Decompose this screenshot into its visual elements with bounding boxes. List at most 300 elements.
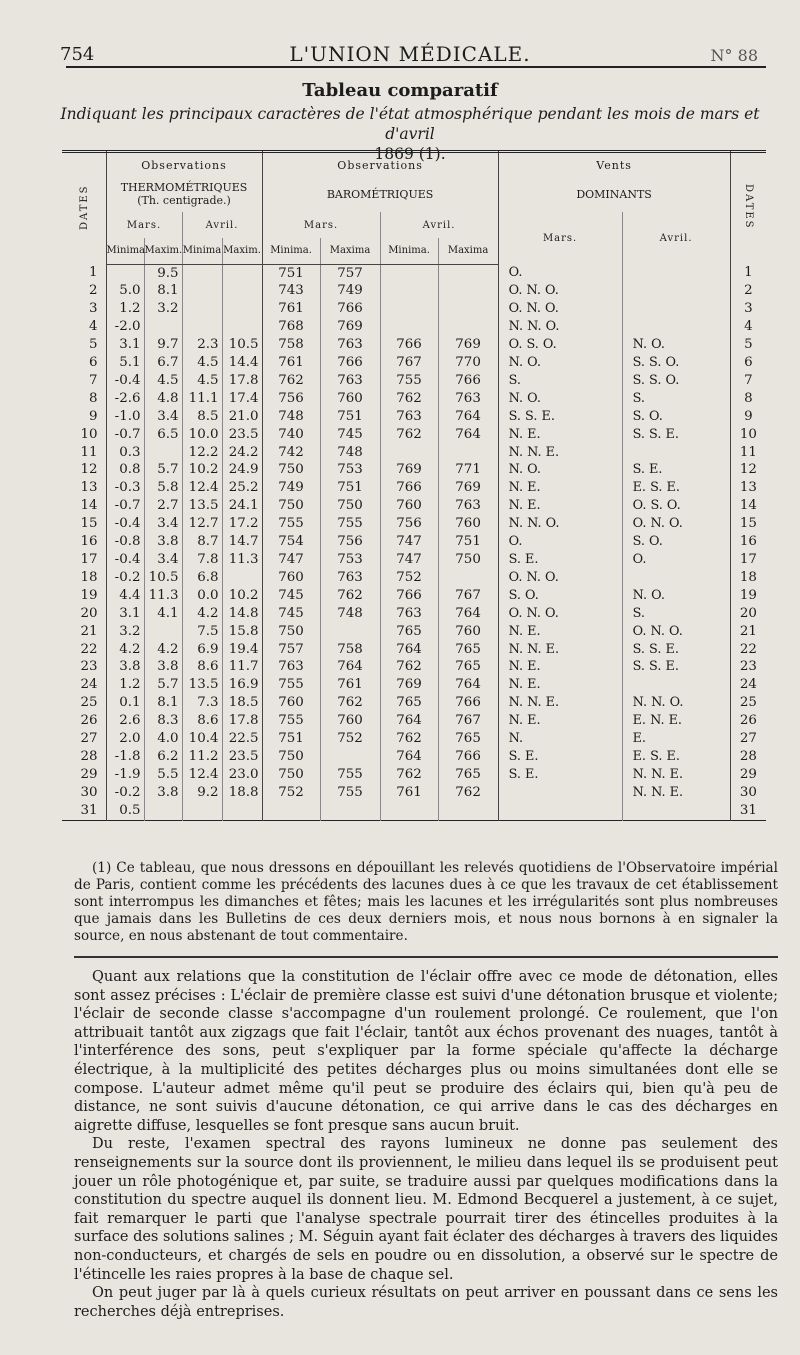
baro-avril-min: 762: [380, 766, 438, 784]
row-date-right: 12: [730, 461, 766, 479]
baro-mars-min: 755: [262, 515, 320, 533]
thermo-mars-max: 6.2: [144, 748, 182, 766]
row-date: 21: [80, 623, 98, 639]
baro-avril-max: 766: [438, 372, 498, 390]
thermo-mars-min: 5.1: [106, 354, 144, 372]
baro-mars-max: 762: [320, 694, 380, 712]
wind-avril: E. S. E.: [622, 479, 730, 497]
wind-avril: S. E.: [622, 461, 730, 479]
row-date: 26: [80, 713, 98, 729]
row-date-right: 13: [730, 479, 766, 497]
row-date-right: 20: [730, 605, 766, 623]
wind-mars: O.: [498, 533, 622, 551]
thermo-mars-min: -0.2: [106, 569, 144, 587]
baro-avril-max: [438, 264, 498, 282]
table-row: [62, 444, 766, 462]
baro-mars-max: 748: [320, 444, 380, 462]
thermo-mars-max: 3.8: [144, 533, 182, 551]
baro-mars-max: 756: [320, 533, 380, 551]
baro-avril-max: 765: [438, 730, 498, 748]
page-header: [56, 38, 764, 68]
winds-group-header: Vents: [498, 150, 730, 176]
baro-mars-min: 761: [262, 354, 320, 372]
section-separator: [74, 956, 778, 958]
thermo-avril-min: 2.3: [182, 336, 222, 354]
thermo-avril-min: 7.5: [182, 623, 222, 641]
baro-mars-min: 762: [262, 372, 320, 390]
baro-avril-max: [438, 444, 498, 462]
wind-mars: [498, 802, 622, 820]
thermo-mars-max: 3.4: [144, 515, 182, 533]
row-date: 5: [88, 337, 98, 353]
thermo-avril-min: 8.6: [182, 658, 222, 676]
row-date-right: 19: [730, 587, 766, 605]
wind-mars: N. E.: [498, 426, 622, 444]
baro-avril-max: 767: [438, 587, 498, 605]
row-date-right: 11: [730, 444, 766, 462]
wind-mars: S. E.: [498, 748, 622, 766]
thermo-mars-min: -0.7: [106, 426, 144, 444]
baro-avril-max: [438, 318, 498, 336]
table-row: [62, 766, 766, 784]
baro-label: BAROMÉTRIQUES: [262, 176, 498, 212]
baro-avril-min: 761: [380, 784, 438, 802]
dates-header-left: DATES: [78, 184, 90, 230]
baro-month-mars: Mars.: [262, 212, 380, 238]
thermo-avril-max: 24.9: [222, 461, 262, 479]
baro-avril-max: [438, 300, 498, 318]
baro-avril-max: 765: [438, 658, 498, 676]
thermo-unit: (Th. centigrade.): [137, 194, 231, 207]
baro-mars-max: 751: [320, 408, 380, 426]
row-date: 16: [80, 534, 98, 550]
table-row: [62, 461, 766, 479]
row-date-right: 23: [730, 658, 766, 676]
baro-month-avril: Avril.: [380, 212, 498, 238]
baro-avril-max: 766: [438, 748, 498, 766]
thermo-avril-min: 11.1: [182, 390, 222, 408]
baro-mars-minima: Minima.: [262, 238, 320, 264]
thermo-avril-max: 14.7: [222, 533, 262, 551]
table-row: [62, 264, 766, 282]
wind-mars: N. N. O.: [498, 318, 622, 336]
row-date: 6: [88, 355, 98, 371]
baro-mars-max: 755: [320, 766, 380, 784]
table-row: [62, 479, 766, 497]
thermo-mars-max: 4.2: [144, 641, 182, 659]
wind-avril: S. S. E.: [622, 641, 730, 659]
thermo-avril-min: 7.3: [182, 694, 222, 712]
thermo-avril-max: 24.1: [222, 497, 262, 515]
journal-title: L'UNION MÉDICALE.: [289, 42, 531, 66]
baro-mars-max: 760: [320, 390, 380, 408]
thermo-mars-min: 0.3: [106, 444, 144, 462]
thermo-mars-min: -2.0: [106, 318, 144, 336]
table-body: [62, 264, 766, 820]
wind-mars: N. E.: [498, 658, 622, 676]
thermo-avril-min: 12.4: [182, 479, 222, 497]
table-row: [62, 300, 766, 318]
baro-mars-min: 750: [262, 748, 320, 766]
thermo-avril-min: 12.4: [182, 766, 222, 784]
baro-mars-max: 749: [320, 282, 380, 300]
thermo-mars-min: 1.2: [106, 300, 144, 318]
row-date: 17: [80, 552, 98, 567]
thermo-mars-min: -2.6: [106, 390, 144, 408]
row-date-right: 26: [730, 712, 766, 730]
thermo-avril-min: 10.0: [182, 426, 222, 444]
baro-avril-minima: Minima.: [380, 238, 438, 264]
wind-avril: O. N. O.: [622, 623, 730, 641]
wind-avril: [622, 300, 730, 318]
row-date-right: 1: [730, 264, 766, 282]
baro-mars-max: [320, 802, 380, 820]
wind-avril: S.: [622, 605, 730, 623]
thermo-avril-max: 23.0: [222, 766, 262, 784]
article-paragraph: Du reste, l'examen spectral des rayons lumineux ne donne pas seulement des renseignements sur la source dont ils proviennent, le milieu dans lequel ils se produisent peut jouer un rôle photogénique et, par suite, se traduire aussi par quelques modifications dans la constitution du spectre auquel ils donnent lieu. M. Edmond Becquerel a justement, à ce sujet, fait remarquer le parti que l'analyse spectrale pourrait tirer des étincelles produites à la surface des solutions salines ; M. Séguin ayant fait éclater des décharges à travers des liquides non-conducteurs, et chargés de sels en poudre ou en dissolution, a observé sur le spectre de l'étincelle les raies propres à la base de chaque sel.: [74, 1136, 778, 1283]
weather-table: [62, 150, 766, 821]
wind-mars: S. E.: [498, 766, 622, 784]
baro-avril-maxima: Maxima: [438, 238, 498, 264]
baro-avril-max: 765: [438, 641, 498, 659]
thermo-avril-min: 4.5: [182, 372, 222, 390]
thermo-avril-max: 18.8: [222, 784, 262, 802]
baro-mars-max: 763: [320, 336, 380, 354]
baro-mars-min: 750: [262, 497, 320, 515]
baro-avril-min: [380, 318, 438, 336]
baro-avril-min: 763: [380, 408, 438, 426]
table-top-rule: [62, 150, 766, 153]
row-date-right: 7: [730, 372, 766, 390]
baro-avril-max: 764: [438, 408, 498, 426]
baro-mars-max: 751: [320, 479, 380, 497]
baro-avril-max: [438, 569, 498, 587]
table-row: [62, 533, 766, 551]
baro-avril-max: 766: [438, 694, 498, 712]
row-date-right: 2: [730, 282, 766, 300]
thermo-mars-min: 0.1: [106, 694, 144, 712]
thermo-mars-min: 5.0: [106, 282, 144, 300]
thermo-avril-max: 23.5: [222, 748, 262, 766]
row-date-right: 24: [730, 676, 766, 694]
article-paragraph: On peut juger par là à quels curieux résultats on peut arriver en poussant dans ce sens les recherches déjà entreprises.: [74, 1285, 778, 1320]
table-row: [62, 623, 766, 641]
thermo-avril-max: 17.8: [222, 372, 262, 390]
baro-avril-max: 764: [438, 426, 498, 444]
thermo-month-avril: Avril.: [182, 212, 262, 238]
wind-mars: O. N. O.: [498, 605, 622, 623]
thermo-mars-max: 6.7: [144, 354, 182, 372]
row-date: 8: [88, 390, 98, 406]
baro-avril-max: 767: [438, 712, 498, 730]
thermo-mars-max: 3.8: [144, 658, 182, 676]
thermo-mars-max: 5.7: [144, 461, 182, 479]
row-date-right: 8: [730, 390, 766, 408]
wind-mars: N. O.: [498, 390, 622, 408]
thermo-avril-min: [182, 282, 222, 300]
thermo-mars-min: 2.0: [106, 730, 144, 748]
baro-avril-min: [380, 444, 438, 462]
wind-avril: S. S. O.: [622, 372, 730, 390]
row-date: 2: [88, 283, 98, 299]
wind-mars: O. N. O.: [498, 569, 622, 587]
wind-avril: E. N. E.: [622, 712, 730, 730]
baro-avril-max: 770: [438, 354, 498, 372]
table-row: [62, 784, 766, 802]
table-row: [62, 748, 766, 766]
wind-avril: [622, 569, 730, 587]
wind-mars: [498, 784, 622, 802]
table-title: Tableau comparatif: [302, 80, 498, 101]
thermo-mars-min: -0.2: [106, 784, 144, 802]
wind-avril: [622, 264, 730, 282]
baro-avril-min: [380, 282, 438, 300]
baro-mars-max: 764: [320, 658, 380, 676]
baro-avril-max: [438, 282, 498, 300]
thermo-mars-max: 8.1: [144, 282, 182, 300]
baro-mars-min: 742: [262, 444, 320, 462]
row-date-right: 6: [730, 354, 766, 372]
thermo-subheader: [106, 176, 262, 212]
subtitle-year: 1869 (1).: [374, 145, 446, 163]
wind-mars: N. N. E.: [498, 444, 622, 462]
thermo-avril-max: 23.5: [222, 426, 262, 444]
row-date-right: 16: [730, 533, 766, 551]
thermo-mars-max: 3.8: [144, 784, 182, 802]
row-date-right: 30: [730, 784, 766, 802]
winds-month-avril: Avril.: [622, 212, 730, 264]
table-row: [62, 802, 766, 820]
baro-mars-min: 760: [262, 694, 320, 712]
wind-mars: S. E.: [498, 551, 622, 569]
thermo-mars-max: 2.7: [144, 497, 182, 515]
table-row: [62, 390, 766, 408]
wind-mars: N. E.: [498, 497, 622, 515]
baro-mars-min: 761: [262, 300, 320, 318]
thermo-avril-max: [222, 300, 262, 318]
thermo-avril-max: 17.8: [222, 712, 262, 730]
thermo-mars-min: -1.8: [106, 748, 144, 766]
row-date-right: 25: [730, 694, 766, 712]
row-date: 1: [88, 265, 98, 281]
thermo-avril-max: 25.2: [222, 479, 262, 497]
baro-mars-min: 756: [262, 390, 320, 408]
baro-avril-min: [380, 802, 438, 820]
wind-avril: [622, 676, 730, 694]
thermo-avril-min: 12.7: [182, 515, 222, 533]
thermo-mars-min: 3.8: [106, 658, 144, 676]
thermo-avril-min: [182, 264, 222, 282]
wind-avril: O. N. O.: [622, 515, 730, 533]
thermo-mars-max: 8.3: [144, 712, 182, 730]
baro-avril-min: 762: [380, 390, 438, 408]
baro-avril-max: 764: [438, 605, 498, 623]
row-date-right: 5: [730, 336, 766, 354]
baro-avril-min: [380, 300, 438, 318]
row-date-right: 10: [730, 426, 766, 444]
baro-avril-max: 769: [438, 479, 498, 497]
row-date: 11: [80, 444, 98, 460]
issue-number: N° 88: [710, 46, 758, 65]
row-date: 30: [80, 784, 98, 800]
table-row: [62, 515, 766, 533]
baro-mars-max: 758: [320, 641, 380, 659]
thermo-mars-max: 6.5: [144, 426, 182, 444]
thermo-mars-min: 4.4: [106, 587, 144, 605]
row-date: 24: [80, 677, 98, 693]
thermo-mars-max: 3.2: [144, 300, 182, 318]
row-date-right: 29: [730, 766, 766, 784]
table-row: [62, 694, 766, 712]
thermo-mars-min: [106, 264, 144, 282]
table-row: [62, 336, 766, 354]
baro-group-header: Observations: [262, 150, 498, 176]
wind-avril: S. S. E.: [622, 658, 730, 676]
row-date-right: 22: [730, 641, 766, 659]
table-row: [62, 605, 766, 623]
baro-mars-min: 748: [262, 408, 320, 426]
page-number: 754: [60, 44, 95, 65]
row-date: 12: [80, 462, 98, 478]
thermo-mars-min: 3.2: [106, 623, 144, 641]
subtitle-text: Indiquant les principaux caractères de l'état atmosphérique pendant les mois de mars et d'avril: [60, 105, 760, 143]
wind-mars: S.: [498, 372, 622, 390]
baro-avril-min: 764: [380, 641, 438, 659]
wind-avril: S.: [622, 390, 730, 408]
baro-avril-min: 762: [380, 658, 438, 676]
wind-mars: N. O.: [498, 461, 622, 479]
wind-avril: E. S. E.: [622, 748, 730, 766]
table-row: [62, 408, 766, 426]
thermo-avril-min: 4.2: [182, 605, 222, 623]
baro-mars-min: 740: [262, 426, 320, 444]
baro-avril-min: 764: [380, 748, 438, 766]
thermo-avril-min: 7.8: [182, 551, 222, 569]
thermo-avril-max: 18.5: [222, 694, 262, 712]
thermo-mars-max: 5.7: [144, 676, 182, 694]
row-date: 4: [88, 319, 98, 335]
baro-avril-min: 763: [380, 605, 438, 623]
winds-month-mars: Mars.: [498, 212, 622, 264]
wind-mars: N. N. E.: [498, 641, 622, 659]
thermo-avril-maxima: Maxim.: [222, 238, 262, 264]
thermo-avril-min: 10.2: [182, 461, 222, 479]
thermo-mars-max: 9.7: [144, 336, 182, 354]
baro-avril-min: 766: [380, 479, 438, 497]
table-row: [62, 676, 766, 694]
wind-mars: N.: [498, 730, 622, 748]
row-date-right: 9: [730, 408, 766, 426]
baro-mars-max: 757: [320, 264, 380, 282]
row-date: 9: [88, 408, 98, 424]
baro-mars-min: 750: [262, 623, 320, 641]
thermo-avril-max: 22.5: [222, 730, 262, 748]
row-date: 27: [80, 731, 98, 747]
table-row: [62, 372, 766, 390]
wind-mars: S. S. E.: [498, 408, 622, 426]
wind-mars: N. E.: [498, 479, 622, 497]
baro-mars-min: [262, 802, 320, 820]
thermo-avril-min: 10.4: [182, 730, 222, 748]
wind-avril: N. O.: [622, 587, 730, 605]
row-date: 10: [80, 426, 98, 442]
row-date: 13: [80, 480, 98, 496]
baro-mars-min: 768: [262, 318, 320, 336]
thermo-mars-min: 3.1: [106, 605, 144, 623]
baro-mars-max: 750: [320, 497, 380, 515]
wind-avril: N. N. E.: [622, 784, 730, 802]
thermo-avril-max: 11.3: [222, 551, 262, 569]
thermo-avril-max: [222, 318, 262, 336]
thermo-avril-min: [182, 802, 222, 820]
baro-avril-max: 760: [438, 515, 498, 533]
baro-mars-max: 745: [320, 426, 380, 444]
thermo-mars-max: [144, 623, 182, 641]
thermo-avril-min: 8.5: [182, 408, 222, 426]
thermo-mars-min: -1.0: [106, 408, 144, 426]
wind-mars: N. E.: [498, 712, 622, 730]
thermo-avril-max: 10.2: [222, 587, 262, 605]
thermo-avril-min: 13.5: [182, 497, 222, 515]
baro-avril-min: 756: [380, 515, 438, 533]
thermo-mars-max: 5.5: [144, 766, 182, 784]
thermo-avril-min: 12.2: [182, 444, 222, 462]
row-date-right: 21: [730, 623, 766, 641]
thermo-mars-min: -0.7: [106, 497, 144, 515]
thermo-mars-max: 3.4: [144, 408, 182, 426]
header-rule: [66, 66, 766, 68]
baro-avril-min: 769: [380, 461, 438, 479]
thermo-mars-min: -0.4: [106, 515, 144, 533]
baro-mars-max: 769: [320, 318, 380, 336]
baro-avril-max: 765: [438, 766, 498, 784]
baro-avril-max: 760: [438, 623, 498, 641]
baro-avril-min: 747: [380, 551, 438, 569]
baro-mars-max: 761: [320, 676, 380, 694]
thermo-avril-min: 6.8: [182, 569, 222, 587]
row-date-right: 31: [730, 802, 766, 820]
thermo-mars-max: 4.1: [144, 605, 182, 623]
baro-mars-min: 745: [262, 587, 320, 605]
thermo-avril-min: 6.9: [182, 641, 222, 659]
thermo-mars-min: 0.5: [106, 802, 144, 820]
thermo-avril-max: 17.2: [222, 515, 262, 533]
baro-mars-max: 763: [320, 569, 380, 587]
row-date-right: 14: [730, 497, 766, 515]
thermo-avril-max: 17.4: [222, 390, 262, 408]
wind-avril: S. O.: [622, 408, 730, 426]
baro-mars-min: 751: [262, 264, 320, 282]
baro-avril-max: 763: [438, 390, 498, 408]
thermo-mars-max: 3.4: [144, 551, 182, 569]
wind-avril: O.: [622, 551, 730, 569]
wind-avril: [622, 282, 730, 300]
article-paragraph: Quant aux relations que la constitution de l'éclair offre avec ce mode de détonation, elles sont assez précises : L'éclair de première classe est suivi d'une détonation brusque et violente; l'éclair de seconde classe s'accompagne d'un roulement prolongé. Ce roulement, que l'on attribuait tantôt aux zigzags que fait l'éclair, tantôt aux échos provenant des nuages, tantôt à l'interférence des sons, peut s'expliquer par la forme spéciale qu'affecte la décharge électrique, à la multiplicité des petites décharges plus ou moins simultanées dont elle se compose. L'auteur admet même qu'il peut se produire des éclairs qui, bien qu'à peu de distance, ne sont suivis d'aucune détonation, ce qui arrive dans le cas des décharges en aigrette diffuse, lesquelles se font presque sans aucun bruit.: [74, 969, 778, 1134]
baro-mars-max: 753: [320, 551, 380, 569]
baro-avril-min: 760: [380, 497, 438, 515]
baro-avril-min: 766: [380, 336, 438, 354]
winds-label: DOMINANTS: [498, 176, 730, 212]
table-row: [62, 282, 766, 300]
thermo-mars-min: -0.8: [106, 533, 144, 551]
baro-mars-min: 760: [262, 569, 320, 587]
row-date: 7: [88, 372, 98, 388]
thermo-avril-max: 24.2: [222, 444, 262, 462]
thermo-mars-max: [144, 802, 182, 820]
baro-mars-max: 755: [320, 784, 380, 802]
wind-mars: O. N. O.: [498, 300, 622, 318]
row-date: 29: [80, 766, 98, 782]
